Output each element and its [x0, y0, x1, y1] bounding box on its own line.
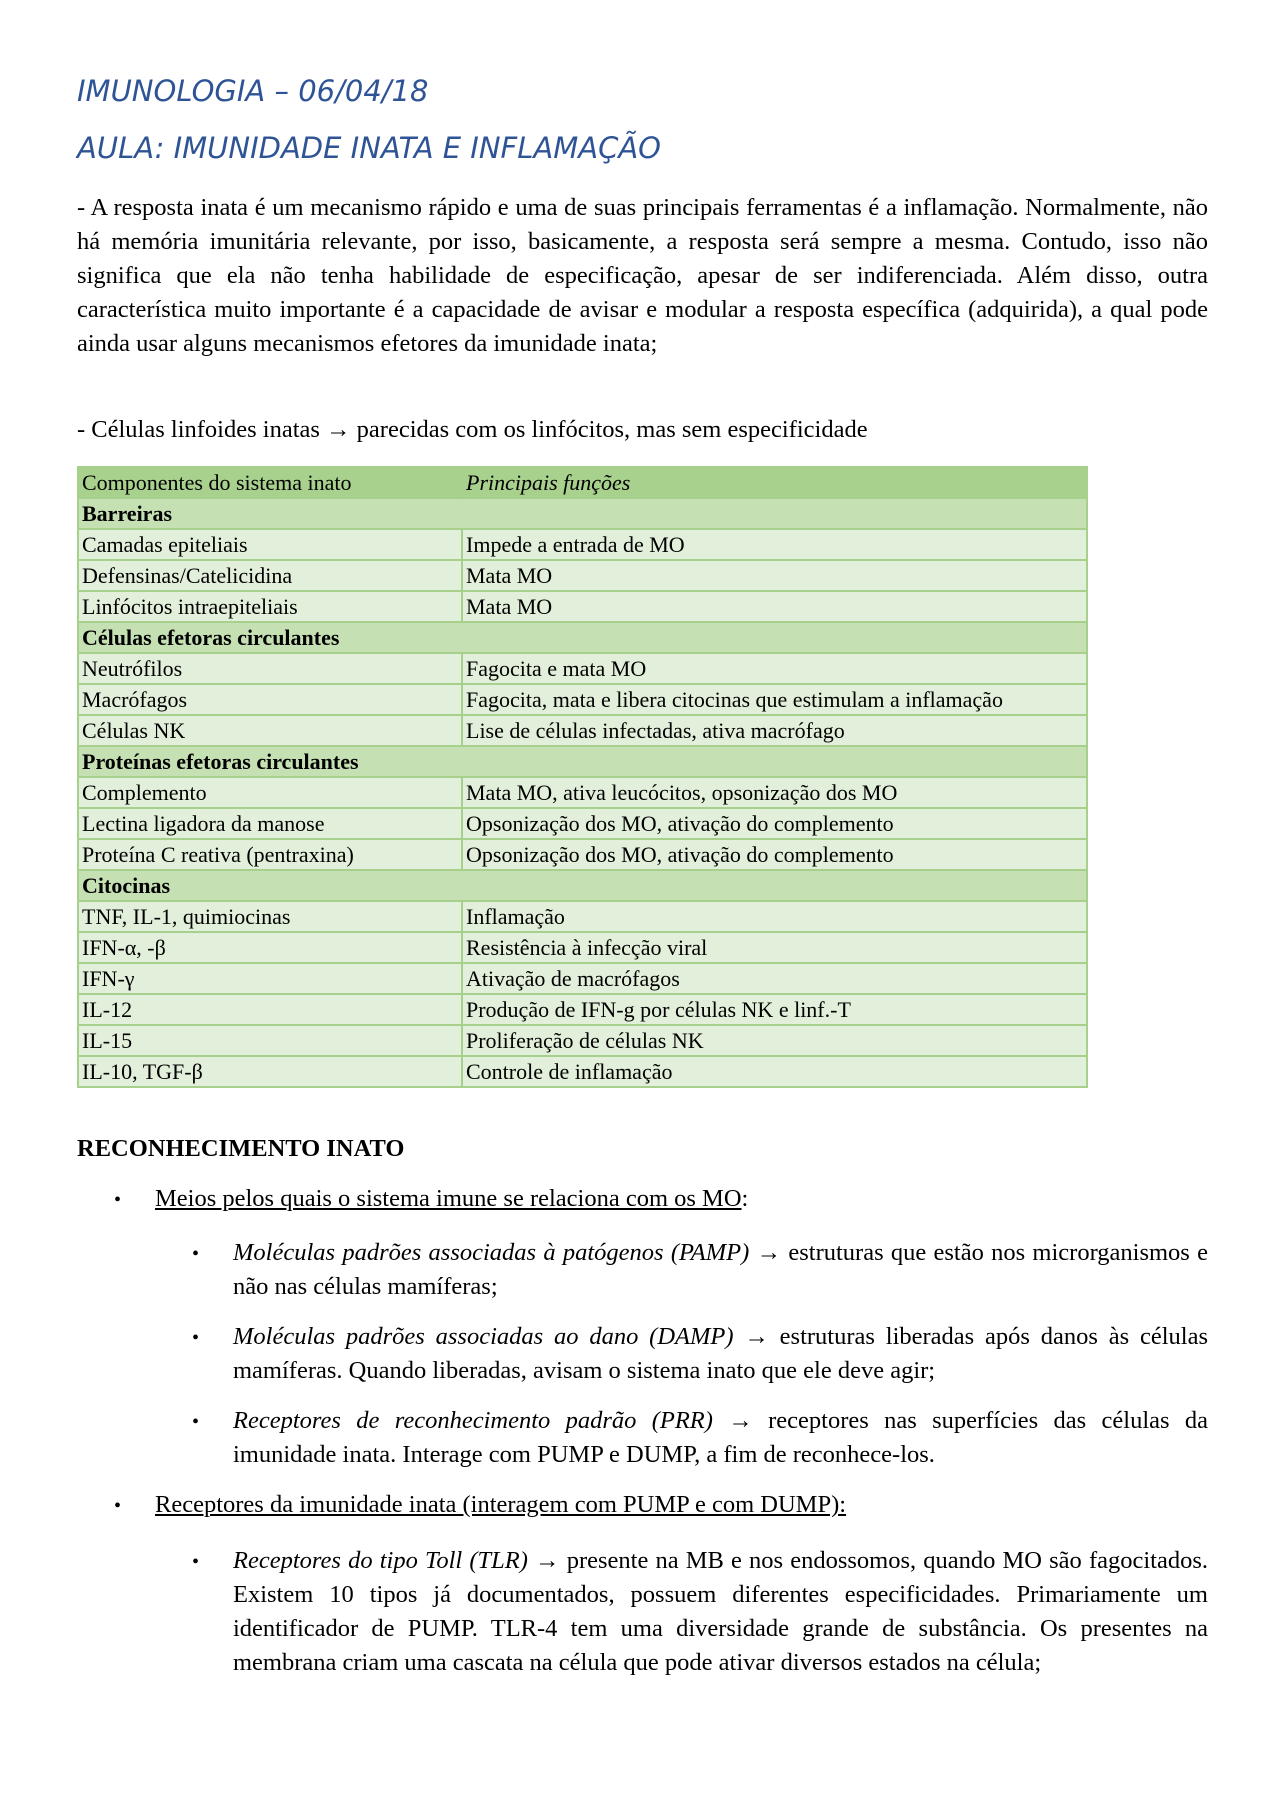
- term-prr: Receptores de reconhecimento padrão (PRR): [233, 1407, 713, 1434]
- table-row: [78, 901, 1087, 932]
- group-citocinas: Citocinas: [78, 870, 1087, 901]
- function-cell: Fagocita, mata e libera citocinas que estimulam a inflamação: [462, 684, 1087, 715]
- function-cell: Opsonização dos MO, ativação do complemento: [462, 839, 1087, 870]
- group-barreiras: Barreiras: [78, 498, 1087, 529]
- function-cell: Mata MO: [462, 591, 1087, 622]
- component-cell: Lectina ligadora da manose: [78, 808, 462, 839]
- table-row: [78, 653, 1087, 684]
- bullet1-heading: [155, 1182, 1208, 1216]
- component-cell: IL-12: [78, 994, 462, 1025]
- component-cell: Proteína C reativa (pentraxina): [78, 839, 462, 870]
- table-row: [78, 1025, 1087, 1056]
- component-cell: TNF, IL-1, quimiocinas: [78, 901, 462, 932]
- list-item-prr: [233, 1404, 1208, 1472]
- ilc-paragraph: - Células linfoides inatas → parecidas com os linfócitos, mas sem especificidade: [77, 416, 868, 443]
- bullet-icon: •: [192, 1411, 200, 1433]
- text-pamp: → estruturas que estão nos microrganismos e não nas células mamíferas;: [233, 1239, 1208, 1300]
- component-cell: Defensinas/Catelicidina: [78, 560, 462, 591]
- text-prr: → receptores nas superfícies das células da imunidade inata. Interage com PUMP e DUMP, a fim de reconhece-los.: [233, 1407, 1208, 1468]
- innate-components-table: [77, 466, 1088, 1088]
- bullet-icon: •: [192, 1243, 200, 1265]
- bullet-icon: •: [192, 1551, 200, 1573]
- component-cell: Macrófagos: [78, 684, 462, 715]
- group-proteinas-efetoras: Proteínas efetoras circulantes: [78, 746, 1087, 777]
- function-cell: Proliferação de células NK: [462, 1025, 1087, 1056]
- section-title: RECONHECIMENTO INATO: [77, 1135, 405, 1162]
- table-row: [78, 715, 1087, 746]
- table-row: [78, 684, 1087, 715]
- bullet1-suffix: :: [741, 1185, 749, 1212]
- function-cell: Produção de IFN-g por células NK e linf.-T: [462, 994, 1087, 1025]
- function-cell: Fagocita e mata MO: [462, 653, 1087, 684]
- term-pamp: Moléculas padrões associadas à patógenos (PAMP): [233, 1239, 750, 1266]
- component-cell: IFN-γ: [78, 963, 462, 994]
- table-row: [78, 560, 1087, 591]
- table-row: [78, 529, 1087, 560]
- function-cell: Ativação de macrófagos: [462, 963, 1087, 994]
- component-cell: IFN-α, -β: [78, 932, 462, 963]
- bullet-icon: •: [192, 1327, 200, 1349]
- table-row: [78, 777, 1087, 808]
- function-cell: Opsonização dos MO, ativação do complemento: [462, 808, 1087, 839]
- function-cell: Controle de inflamação: [462, 1056, 1087, 1087]
- text-damp: → estruturas liberadas após danos às células mamíferas. Quando liberadas, avisam o sistema inato que ele deve agir;: [233, 1323, 1208, 1384]
- list-item-tlr: [233, 1544, 1208, 1680]
- page-title: IMUNOLOGIA – 06/04/18: [77, 74, 429, 108]
- function-cell: Lise de células infectadas, ativa macrófago: [462, 715, 1087, 746]
- table-group-row: [78, 622, 1087, 653]
- term-tlr: Receptores do tipo Toll (TLR): [233, 1547, 528, 1574]
- table-row: [78, 932, 1087, 963]
- group-celulas-efetoras: Células efetoras circulantes: [78, 622, 1087, 653]
- bullet2-heading: [155, 1488, 1208, 1522]
- function-cell: Inflamação: [462, 901, 1087, 932]
- table-group-row: [78, 498, 1087, 529]
- table-row: [78, 994, 1087, 1025]
- table-row: [78, 963, 1087, 994]
- function-cell: Mata MO, ativa leucócitos, opsonização dos MO: [462, 777, 1087, 808]
- table-group-row: [78, 746, 1087, 777]
- bullet-icon: •: [114, 1495, 122, 1517]
- table-header-row: [78, 467, 1087, 498]
- intro-paragraph: - A resposta inata é um mecanismo rápido e uma de suas principais ferramentas é a inflamação. Normalmente, não há memória imunitária relevante, por isso, basicamente, a resposta será sempre a mesma. Contudo, isso não significa que ela não tenha habilidade de especificação, apesar de ser indiferenciada. Além disso, outra característica muito importante é a capacidade de avisar e modular a resposta específica (adquirida), a qual pode ainda usar alguns mecanismos efetores da imunidade inata;: [77, 194, 1208, 357]
- component-cell: Linfócitos intraepiteliais: [78, 591, 462, 622]
- bullet1-heading-text: Meios pelos quais o sistema imune se relaciona com os MO: [155, 1185, 742, 1212]
- function-cell: Impede a entrada de MO: [462, 529, 1087, 560]
- text-tlr: → presente na MB e nos endossomos, quando MO são fagocitados. Existem 10 tipos já documentados, possuem diferentes especificidades. Primariamente um identificador de PUMP. TLR-4 tem uma diversidade grande de substância. Os presentes na membrana criam uma cascata na célula que pode ativar diversos estados na célula;: [233, 1547, 1208, 1676]
- lesson-title: AULA: IMUNIDADE INATA E INFLAMAÇÃO: [77, 131, 661, 165]
- component-cell: IL-15: [78, 1025, 462, 1056]
- component-cell: Células NK: [78, 715, 462, 746]
- list-item-pamp: [233, 1236, 1208, 1304]
- table-row: [78, 808, 1087, 839]
- list-item-damp: [233, 1320, 1208, 1388]
- column-header-functions: Principais funções: [462, 467, 1087, 498]
- function-cell: Mata MO: [462, 560, 1087, 591]
- column-header-components: Componentes do sistema inato: [78, 467, 462, 498]
- table-row: [78, 839, 1087, 870]
- table-row: [78, 591, 1087, 622]
- table-group-row: [78, 870, 1087, 901]
- bullet-icon: •: [114, 1189, 122, 1211]
- term-damp: Moléculas padrões associadas ao dano (DAMP): [233, 1323, 734, 1350]
- component-cell: IL-10, TGF-β: [78, 1056, 462, 1087]
- component-cell: Neutrófilos: [78, 653, 462, 684]
- function-cell: Resistência à infecção viral: [462, 932, 1087, 963]
- component-cell: Camadas epiteliais: [78, 529, 462, 560]
- bullet2-heading-text: Receptores da imunidade inata (interagem com PUMP e com DUMP):: [155, 1491, 847, 1518]
- component-cell: Complemento: [78, 777, 462, 808]
- table-row: [78, 1056, 1087, 1087]
